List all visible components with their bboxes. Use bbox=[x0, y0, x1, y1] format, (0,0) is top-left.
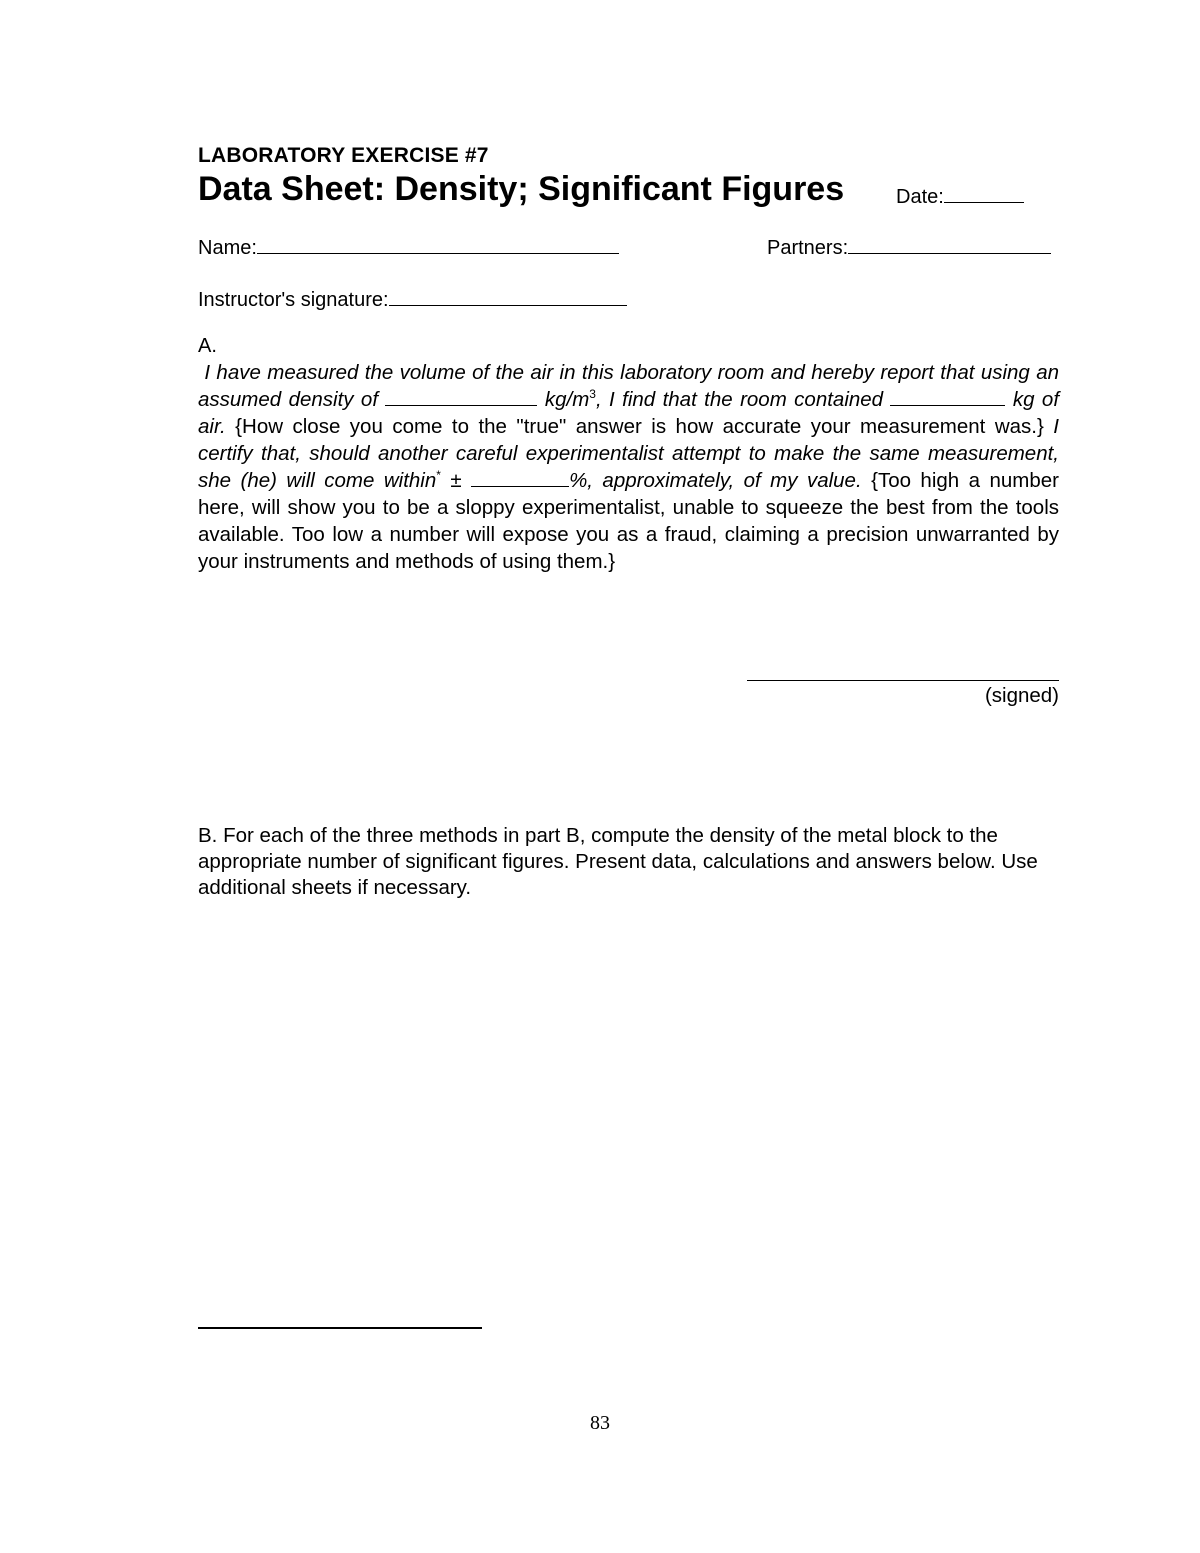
partners-field bbox=[767, 235, 1051, 260]
density-unit: kg/m bbox=[544, 388, 590, 411]
plus-minus-sign: ± bbox=[440, 469, 472, 492]
accuracy-note: {How close you come to the "true" answer is how accurate your measurement was.} bbox=[225, 415, 1054, 438]
density-unit-exponent: 3 bbox=[589, 387, 596, 402]
mass-blank bbox=[890, 388, 1005, 406]
name-label: Name: bbox=[198, 237, 257, 259]
name-blank bbox=[257, 235, 619, 254]
date-blank bbox=[944, 184, 1024, 203]
signature-line bbox=[747, 680, 1059, 681]
page-number: 83 bbox=[590, 1412, 610, 1434]
date-label: Date: bbox=[896, 186, 944, 208]
name-field bbox=[198, 235, 619, 260]
section-a-text-2: , I find that the room contained bbox=[595, 388, 884, 411]
signed-label: (signed) bbox=[984, 684, 1059, 707]
certification-text: I certify that, should another careful experimentalist attempt to make the same measurement, she (he) will come within bbox=[198, 415, 1059, 492]
percent-blank bbox=[471, 469, 569, 487]
instructor-signature-label: Instructor's signature: bbox=[198, 289, 389, 311]
page-title: Data Sheet: Density; Significant Figures bbox=[198, 170, 845, 208]
section-a-text-1: I have measured the volume of the air in this laboratory room and hereby report that using an assumed density of bbox=[198, 361, 1059, 411]
partners-label: Partners: bbox=[767, 237, 849, 259]
date-field bbox=[896, 184, 1024, 209]
density-blank bbox=[385, 388, 537, 406]
instructor-signature-blank bbox=[389, 287, 627, 306]
mass-unit: kg of air. bbox=[198, 388, 1060, 438]
partners-blank bbox=[848, 235, 1051, 254]
section-a-paragraph bbox=[198, 359, 1059, 575]
footnote-marker: * bbox=[436, 468, 441, 483]
percent-text: %, approximately, of my value. bbox=[569, 469, 862, 492]
section-a-label: A. bbox=[198, 335, 217, 357]
precision-note: {Too high a number here, will show you to be a sloppy experimentalist, unable to squeeze the best from the tools available. Too low a number will expose you as a fraud, claiming a precision unwarranted by your instruments and methods of using them.} bbox=[198, 469, 1059, 573]
section-b-paragraph: B. For each of the three methods in part B, compute the density of the metal block to the appropriate number of significant figures. Present data, calculations and answers below. Use additional sheets if necessary. bbox=[198, 824, 1038, 899]
exercise-label: LABORATORY EXERCISE #7 bbox=[198, 144, 489, 167]
footnote-rule bbox=[198, 1327, 482, 1329]
instructor-signature-field bbox=[198, 287, 627, 312]
